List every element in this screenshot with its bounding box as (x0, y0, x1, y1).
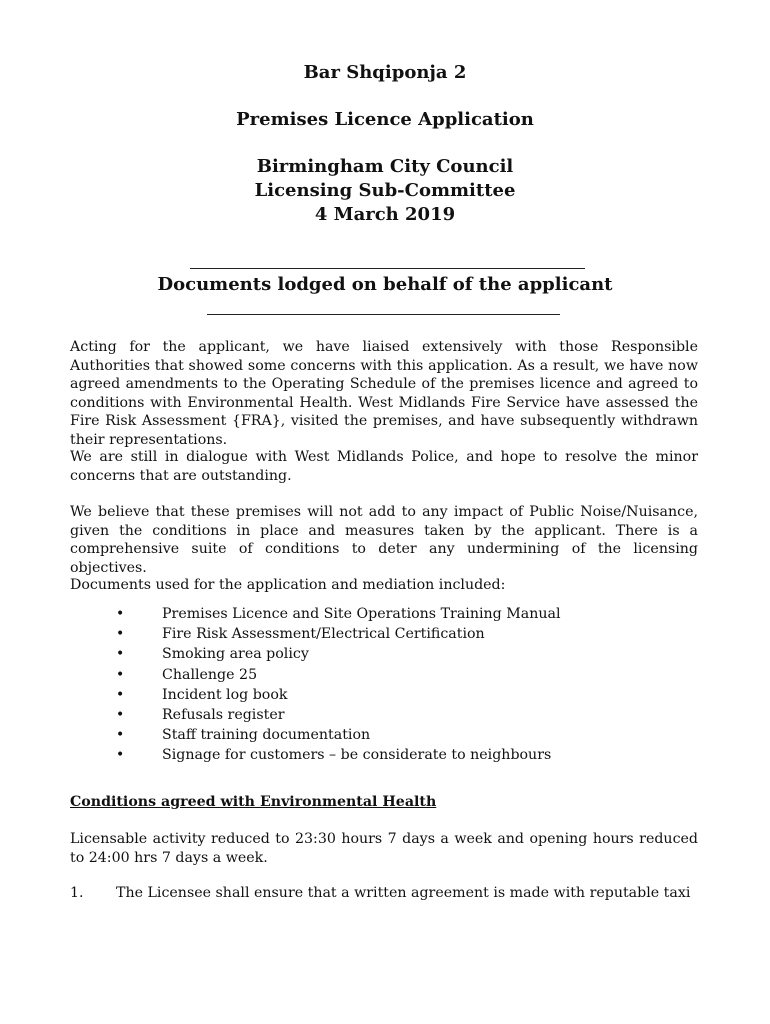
documents-intro: Documents used for the application and mediation included: (70, 577, 506, 593)
list-item: • Smoking area policy (70, 644, 690, 664)
bottom-divider (207, 314, 560, 315)
bullet-icon: • (116, 626, 125, 643)
police-paragraph: We are still in dialogue with West Midlands Police, and hope to resolve the minor concerns that are outstanding. (70, 449, 698, 484)
intro-paragraph: Acting for the applicant, we have liaised extensively with those Responsible Authorities that showed some concerns with this application. As a result, we have now agreed amendments to the Operating Schedule of the premises licence and agreed to conditions with Environmental Health. West Midlands Fire Service have assessed the Fire Risk Assessment {FRA}, visited the premises, and have subsequently withdrawn their representations. (70, 339, 698, 448)
list-item: • Premises Licence and Site Operations Training Manual (70, 604, 690, 624)
bullet-icon: • (116, 646, 125, 663)
list-item: • Incident log book (70, 685, 690, 705)
list-item: • Staff training documentation (70, 725, 690, 745)
council-name: Birmingham City Council (256, 156, 514, 177)
documents-list (70, 604, 690, 766)
condition-text: The Licensee shall ensure that a written agreement is made with reputable taxi (116, 885, 691, 901)
list-item: • Signage for customers – be considerate to neighbours (70, 745, 690, 765)
condition-number: 1. (70, 885, 84, 901)
committee-name: Licensing Sub-Committee (254, 180, 516, 201)
top-divider (190, 268, 585, 269)
bullet-icon: • (116, 666, 125, 683)
list-item: • Fire Risk Assessment/Electrical Certification (70, 624, 690, 644)
bullet-icon: • (116, 686, 125, 703)
section-title: Documents lodged on behalf of the applicant (157, 274, 613, 295)
venue-title: Bar Shqiponja 2 (303, 62, 467, 83)
bullet-icon: • (116, 727, 125, 744)
bullet-icon: • (116, 606, 125, 622)
list-item: • Refusals register (70, 705, 690, 725)
noise-paragraph: We believe that these premises will not add to any impact of Public Noise/Nuisance, given the conditions in place and measures taken by the applicant. There is a comprehensive suite of conditions to deter any undermining of the licensing objectives. (70, 504, 698, 576)
conditions-heading: Conditions agreed with Environmental Health (70, 794, 437, 810)
list-item: • Challenge 25 (70, 665, 690, 685)
hearing-date: 4 March 2019 (314, 204, 456, 225)
conditions-intro: Licensable activity reduced to 23:30 hours 7 days a week and opening hours reduced to 24:00 hrs 7 days a week. (70, 831, 698, 866)
bullet-icon: • (116, 706, 125, 723)
application-title: Premises Licence Application (236, 109, 534, 130)
bullet-icon: • (116, 747, 125, 764)
